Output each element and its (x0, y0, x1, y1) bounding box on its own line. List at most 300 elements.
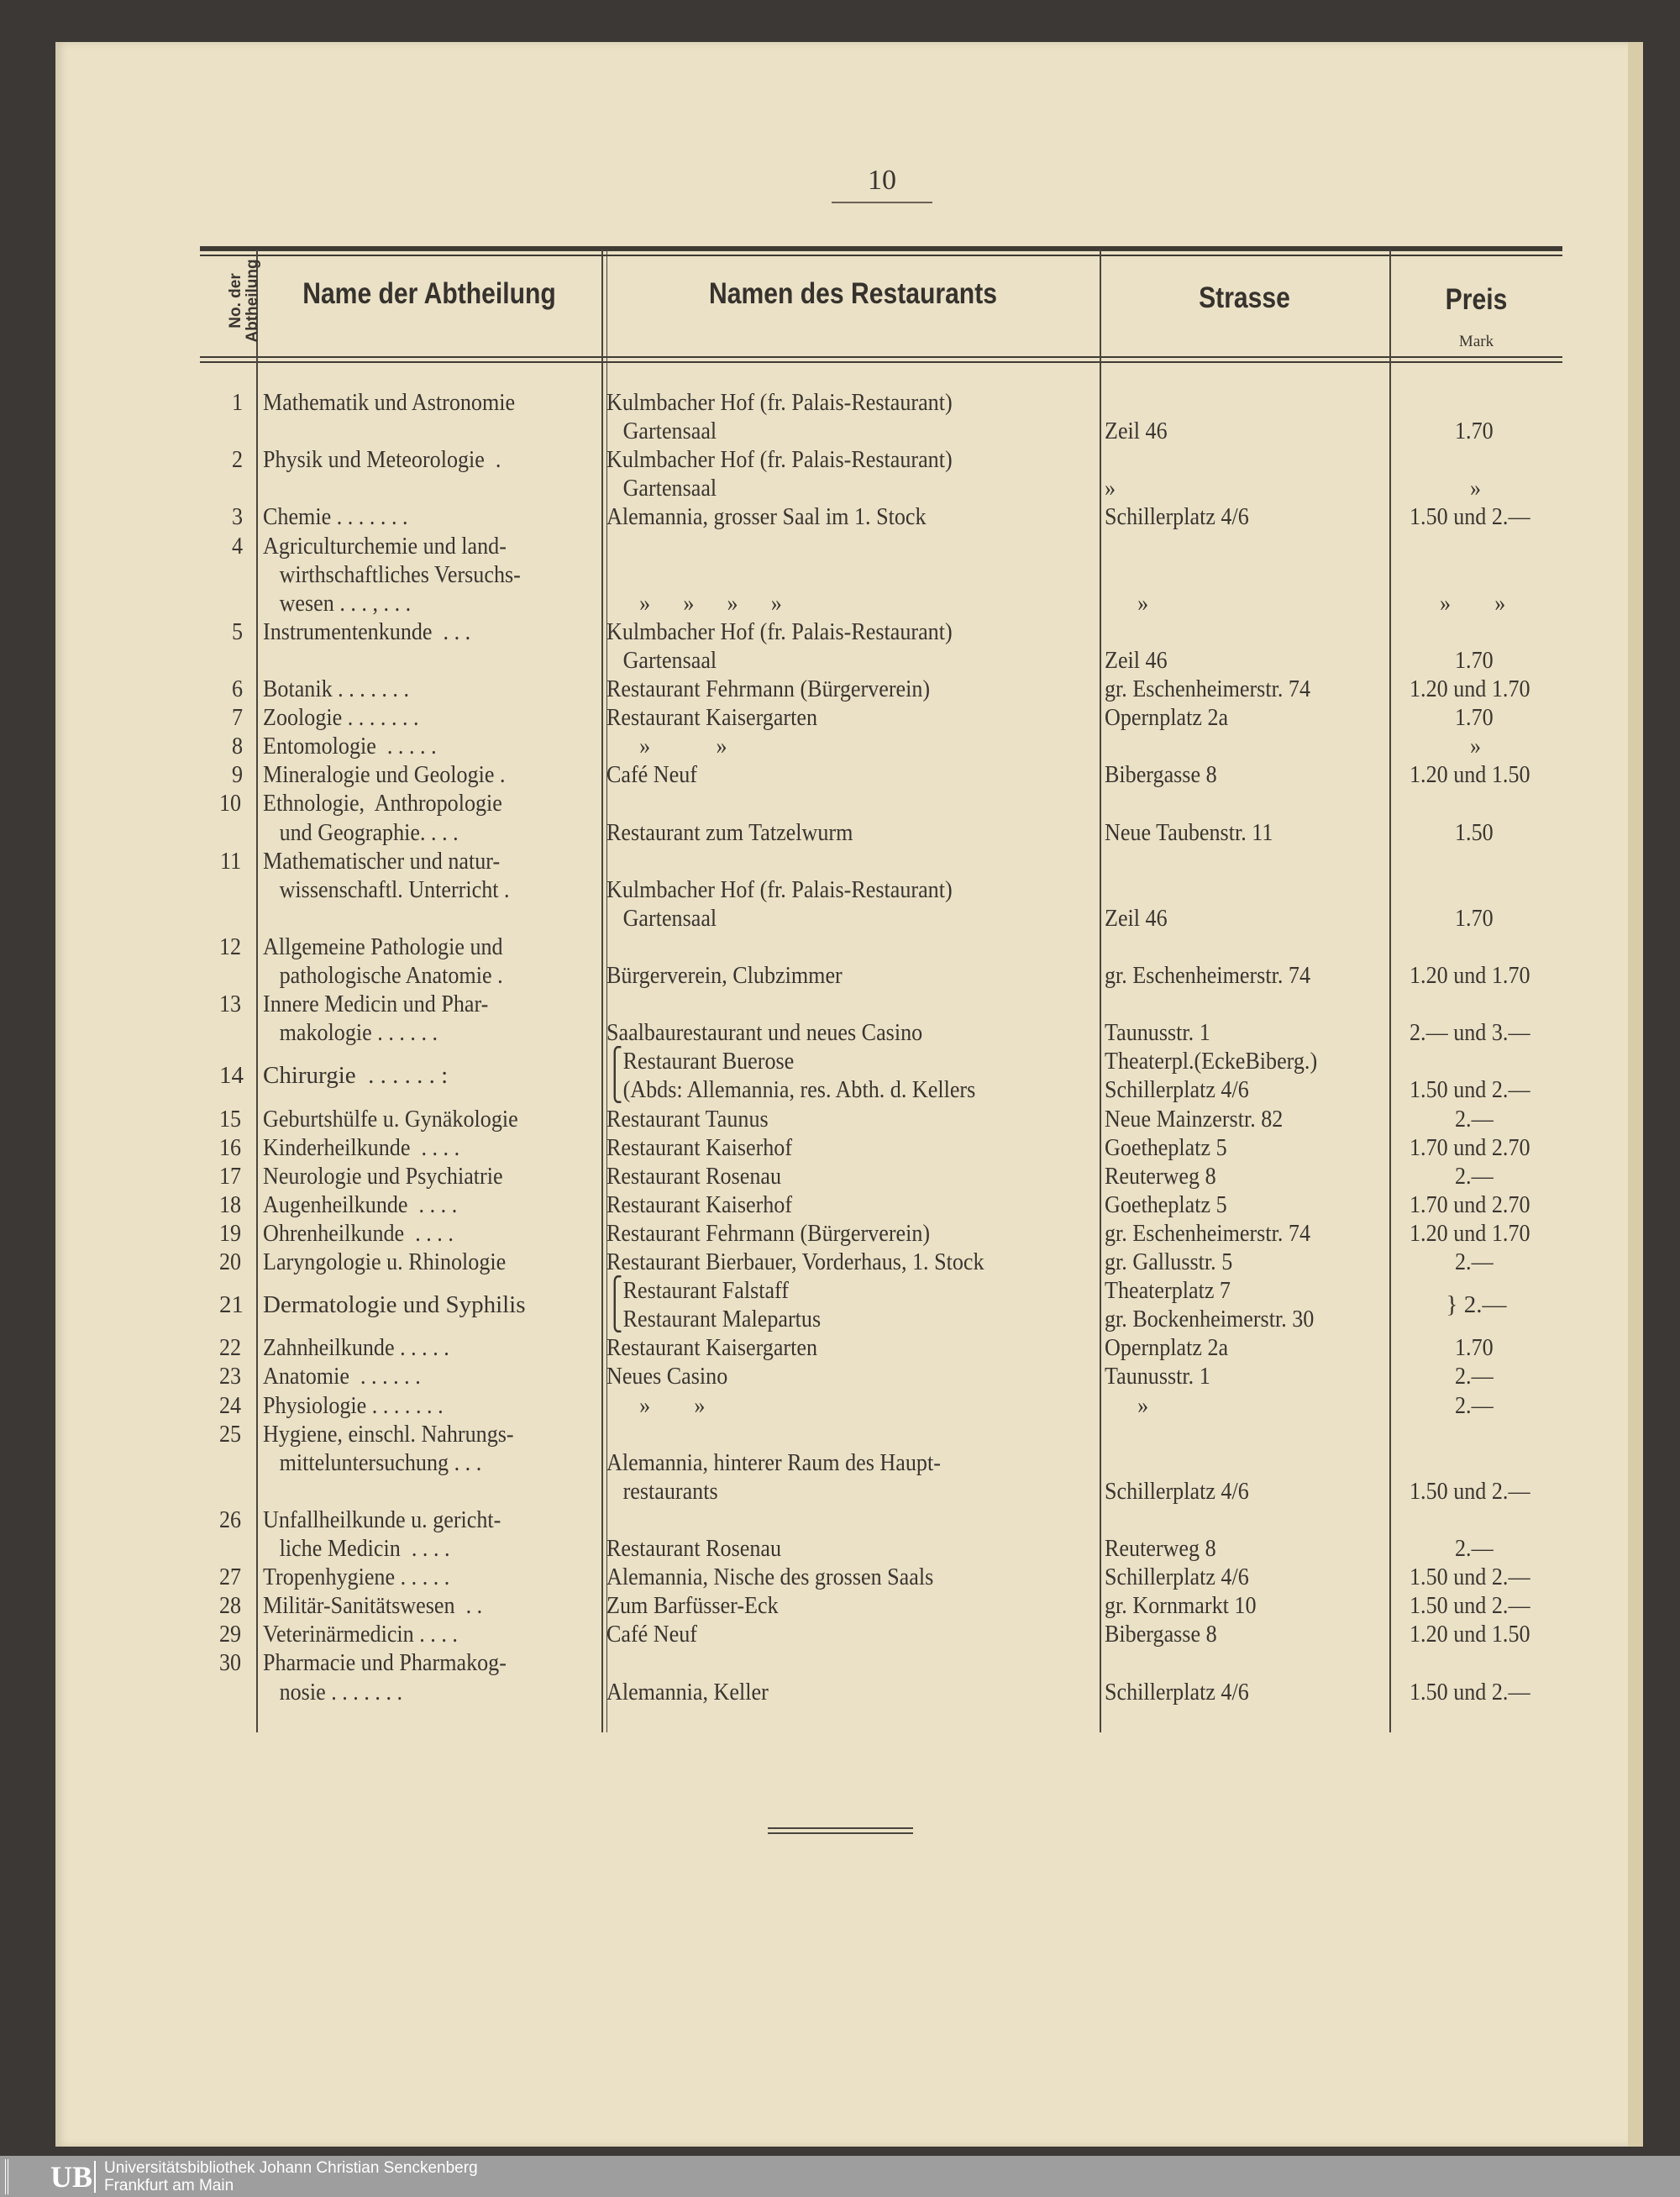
cell-dept (263, 1534, 599, 1563)
cell-text: gr. Bockenheimerstr. 30 (1105, 1306, 1315, 1333)
cell-street (1105, 732, 1390, 760)
header-restaurant: Namen des Restaurants (709, 277, 997, 310)
table-top-rule (200, 246, 1562, 251)
cell-text: 7 (231, 704, 243, 732)
cell-no (193, 618, 244, 646)
header-bottom-rule-2 (200, 361, 1562, 363)
cell-text: Kulmbacher Hof (fr. Palais-Restaurant) (606, 618, 953, 645)
cell-text: » (1105, 1391, 1149, 1419)
cell-street (1105, 1362, 1390, 1390)
cell-dept (263, 818, 599, 847)
cell-no (193, 904, 244, 933)
cell-text: 1.20 und 1.70 (1409, 675, 1530, 702)
table-top-rule-thin (200, 255, 1562, 256)
cell-rest (606, 388, 1098, 417)
header-no: No. der Abtheilung (227, 259, 261, 343)
cell-no (193, 1648, 244, 1677)
cell-no (193, 1420, 244, 1448)
cell-no (193, 703, 244, 732)
cell-text: ⎩Restaurant Malepartus (606, 1306, 822, 1333)
cell-text: 11 (220, 847, 242, 875)
cell-no (193, 847, 244, 875)
cell-dept (263, 1420, 599, 1448)
cell-price (1390, 589, 1562, 618)
page-number: 10 (868, 165, 896, 196)
cell-text: Schillerplatz 4/6 (1105, 1076, 1249, 1104)
table-line (0, 445, 1680, 474)
cell-text: Neue Mainzerstr. 82 (1105, 1105, 1284, 1133)
cell-street (1105, 646, 1390, 675)
cell-street (1105, 1534, 1390, 1563)
table-line (0, 933, 1680, 961)
library-name-line1: Universitätsbibliothek Johann Christian Senckenberg (104, 2159, 478, 2177)
cell-rest (606, 818, 1098, 847)
cell-dept (263, 1648, 599, 1677)
table-line (0, 1133, 1680, 1162)
cell-dept (263, 417, 599, 445)
cell-price: } 2.— (1446, 1291, 1507, 1319)
table-line (0, 904, 1680, 933)
cell-text: Mathematik und Astronomie (263, 389, 516, 416)
cell-no (193, 532, 244, 560)
cell-text: Restaurant Kaisergarten (606, 1334, 818, 1362)
table-line (0, 618, 1680, 646)
cell-text: 20 (219, 1248, 242, 1275)
cell-text: 1.50 und 2.— (1409, 1678, 1530, 1706)
cell-rest (606, 589, 1098, 618)
cell-rest (606, 1362, 1098, 1390)
cell-text: 1.50 und 2.— (1409, 1564, 1530, 1591)
cell-street (1105, 618, 1390, 646)
cell-dept (263, 1620, 599, 1648)
cell-street (1105, 474, 1390, 502)
cell-text: Restaurant Rosenau (606, 1535, 782, 1562)
cell-text: Café Neuf (606, 761, 697, 789)
cell-text: Opernplatz 2a (1105, 1334, 1229, 1362)
cell-text: liche Medicin . . . . (263, 1535, 450, 1562)
cell-text: pathologische Anatomie . (263, 962, 503, 989)
cell-street (1105, 961, 1390, 990)
cell-price (1390, 1333, 1562, 1362)
table-line (0, 1162, 1680, 1190)
closing-rule (768, 1832, 913, 1834)
cell-no (193, 1105, 244, 1133)
cell-text: » (1470, 733, 1482, 760)
cell-no (193, 1248, 244, 1276)
cell-price (1390, 618, 1562, 646)
cell-street (1105, 1105, 1390, 1133)
cell-text: Schillerplatz 4/6 (1105, 503, 1249, 531)
cell-text: Restaurant Kaiserhof (606, 1190, 793, 1218)
table-line (0, 818, 1680, 847)
cell-price (1390, 1248, 1562, 1276)
cell-text: 1 (231, 389, 243, 416)
cell-dept (263, 1105, 599, 1133)
cell-dept (263, 875, 599, 904)
cell-text: 6 (231, 675, 243, 702)
cell-text: 17 (219, 1162, 242, 1190)
cell-text: Kulmbacher Hof (fr. Palais-Restaurant) (606, 389, 953, 416)
cell-price (1390, 1678, 1562, 1706)
cell-text: 1.50 und 2.— (1409, 1592, 1530, 1620)
cell-rest (606, 789, 1098, 817)
table-line (0, 532, 1680, 560)
cell-rest (606, 1420, 1098, 1448)
cell-text: Hygiene, einschl. Nahrungs- (263, 1420, 514, 1448)
cell-price (1390, 732, 1562, 760)
cell-text: 1.20 und 1.70 (1409, 962, 1530, 989)
cell-text: Theaterpl.(EckeBiberg.) (1105, 1048, 1318, 1075)
cell-text: Reuterweg 8 (1105, 1535, 1216, 1562)
cell-street (1105, 388, 1390, 417)
cell-text: » » » » (606, 589, 782, 617)
cell-street (1105, 560, 1390, 589)
cell-price (1390, 1534, 1562, 1563)
cell-text: 25 (219, 1420, 242, 1448)
cell-text: 1.70 und 2.70 (1409, 1133, 1530, 1161)
cell-text: Opernplatz 2a (1105, 704, 1229, 732)
cell-dept (263, 1678, 599, 1706)
table-line (0, 961, 1680, 990)
cell-street (1105, 1133, 1390, 1162)
cell-text: 19 (219, 1219, 242, 1247)
table-line (0, 1190, 1680, 1219)
cell-street (1105, 1420, 1390, 1448)
cell-rest (606, 1018, 1098, 1047)
cell-text: 1.20 und 1.70 (1409, 1219, 1530, 1247)
cell-rest (606, 1506, 1098, 1534)
cell-text: 24 (219, 1391, 242, 1419)
cell-no (193, 474, 244, 502)
cell-rest (606, 560, 1098, 589)
cell-dept (263, 1133, 599, 1162)
page-number-rule (832, 202, 932, 203)
cell-text: 12 (219, 933, 242, 960)
cell-price (1390, 1133, 1562, 1162)
cell-no (193, 445, 244, 474)
cell-no (193, 1190, 244, 1219)
cell-text: Zeil 46 (1105, 646, 1168, 674)
cell-text: Physik und Meteorologie . (263, 446, 501, 474)
cell-text: wirthschaftliches Versuchs- (263, 560, 521, 588)
cell-text: 23 (219, 1363, 242, 1390)
cell-text: Gartensaal (606, 475, 717, 502)
cell-street (1105, 760, 1390, 789)
cell-no (193, 1333, 244, 1362)
table-line (0, 675, 1680, 703)
cell-text: Allgemeine Pathologie und (263, 933, 503, 960)
cell-price (1390, 1563, 1562, 1591)
cell-text: » » (606, 1391, 706, 1419)
cell-street (1105, 1648, 1390, 1677)
cell-text: Pharmacie und Pharmakog- (263, 1649, 507, 1677)
header-dept: Name der Abtheilung (302, 277, 556, 310)
cell-text: 1.70 und 2.70 (1409, 1190, 1530, 1218)
cell-street (1105, 1248, 1390, 1276)
cell-dept (263, 589, 599, 618)
cell-price (1390, 1362, 1562, 1390)
table-line (0, 417, 1680, 445)
cell-text: Restaurant zum Tatzelwurm (606, 818, 853, 846)
cell-dept (263, 1391, 599, 1420)
cell-text: mitteluntersuchung . . . (263, 1448, 482, 1476)
header-price: Preis (1445, 283, 1508, 316)
table-line (0, 1678, 1680, 1706)
table-line (0, 789, 1680, 817)
cell-text: Gartensaal (606, 418, 717, 445)
cell-street (1105, 502, 1390, 531)
cell-no (193, 990, 244, 1018)
cell-price (1390, 417, 1562, 445)
cell-text: » » (1440, 589, 1506, 617)
cell-price (1390, 1391, 1562, 1420)
cell-dept (263, 560, 599, 589)
cell-text: und Geographie. . . . (263, 818, 459, 846)
cell-rest (606, 760, 1098, 789)
cell-text: Goetheplatz 5 (1105, 1190, 1227, 1218)
table-line (0, 1362, 1680, 1390)
cell-text: Kulmbacher Hof (fr. Palais-Restaurant) (606, 875, 953, 903)
table-line (0, 1534, 1680, 1563)
table-line (0, 1219, 1680, 1248)
cell-text: 13 (219, 991, 242, 1018)
cell-text: Goetheplatz 5 (1105, 1133, 1227, 1161)
cell-dept: Dermatologie und Syphilis (263, 1291, 526, 1319)
table-line (0, 1448, 1680, 1477)
cell-street (1105, 1563, 1390, 1591)
cell-text: 2.— und 3.— (1409, 1019, 1530, 1047)
cell-rest (606, 1248, 1098, 1276)
cell-no (193, 1133, 244, 1162)
table-line (0, 1563, 1680, 1591)
cell-text: Physiologie . . . . . . . (263, 1391, 444, 1419)
cell-text: » (1470, 475, 1482, 502)
cell-text: Alemannia, grosser Saal im 1. Stock (606, 503, 927, 531)
cell-text: 1.50 und 2.— (1409, 1477, 1530, 1505)
cell-price (1390, 875, 1562, 904)
cell-rest (606, 1105, 1098, 1133)
cell-text: Entomologie . . . . . (263, 733, 437, 760)
cell-street (1105, 875, 1390, 904)
cell-price (1390, 560, 1562, 589)
cell-text: 1.50 (1455, 818, 1494, 846)
cell-text: 2.— (1455, 1363, 1494, 1390)
table-line (0, 388, 1680, 417)
cell-dept (263, 474, 599, 502)
cell-text: 1.20 und 1.50 (1409, 761, 1530, 789)
cell-text: 1.70 (1455, 1334, 1494, 1362)
cell-rest (606, 847, 1098, 875)
cell-text: gr. Eschenheimerstr. 74 (1105, 962, 1310, 989)
cell-text: 2.— (1455, 1535, 1494, 1562)
cell-dept (263, 445, 599, 474)
cell-text: Zoologie . . . . . . . (263, 704, 419, 732)
cell-text: 2.— (1455, 1391, 1494, 1419)
cell-text: 29 (219, 1621, 242, 1648)
cell-dept (263, 847, 599, 875)
cell-price (1390, 847, 1562, 875)
cell-street (1105, 1219, 1390, 1248)
cell-text: 16 (219, 1133, 242, 1161)
cell-rest (606, 1133, 1098, 1162)
cell-text: makologie . . . . . . (263, 1019, 438, 1047)
cell-price (1390, 646, 1562, 675)
cell-street (1105, 789, 1390, 817)
cell-text: Kinderheilkunde . . . . (263, 1133, 460, 1161)
cell-text: Schillerplatz 4/6 (1105, 1477, 1249, 1505)
cell-price (1390, 789, 1562, 817)
cell-dept (263, 1506, 599, 1534)
cell-street (1105, 445, 1390, 474)
cell-no: 21 (219, 1291, 244, 1319)
cell-street (1105, 675, 1390, 703)
cell-text: 1.70 (1455, 704, 1494, 732)
cell-street (1105, 1506, 1390, 1534)
cell-price (1390, 1018, 1562, 1047)
table-line (0, 990, 1680, 1018)
cell-price (1390, 1190, 1562, 1219)
cell-price (1390, 961, 1562, 990)
cell-street (1105, 1448, 1390, 1477)
cell-text: Laryngologie u. Rhinologie (263, 1248, 507, 1275)
table-line (0, 732, 1680, 760)
cell-dept (263, 1477, 599, 1506)
cell-no (193, 1448, 244, 1477)
cell-text: Restaurant Kaisergarten (606, 704, 818, 732)
cell-rest (606, 474, 1098, 502)
cell-text: 10 (219, 790, 242, 817)
cell-text: 3 (231, 503, 243, 531)
merged-line (0, 1061, 1680, 1090)
table-line (0, 1018, 1680, 1047)
cell-text: Restaurant Fehrmann (Bürgerverein) (606, 675, 931, 702)
cell-price (1390, 1219, 1562, 1248)
cell-text: Reuterweg 8 (1105, 1162, 1216, 1190)
cell-price (1390, 904, 1562, 933)
cell-price (1390, 1477, 1562, 1506)
cell-text: gr. Eschenheimerstr. 74 (1105, 1219, 1310, 1247)
cell-no (193, 417, 244, 445)
cell-text: Tropenhygiene . . . . . (263, 1564, 450, 1591)
cell-price (1390, 1506, 1562, 1534)
cell-text: ⎧Restaurant Falstaff (606, 1277, 789, 1305)
cell-no (193, 760, 244, 789)
cell-text: 22 (219, 1334, 242, 1362)
cell-no (193, 732, 244, 760)
cell-dept (263, 1162, 599, 1190)
cell-text: 1.20 und 1.50 (1409, 1621, 1530, 1648)
cell-price (1390, 1420, 1562, 1448)
cell-no (193, 1219, 244, 1248)
cell-text: Neurologie und Psychiatrie (263, 1162, 503, 1190)
cell-dept (263, 1448, 599, 1477)
header-price-unit: Mark (1458, 333, 1494, 350)
cell-no (193, 961, 244, 990)
cell-price (1390, 502, 1562, 531)
table-line (0, 1648, 1680, 1677)
cell-no: 14 (219, 1062, 244, 1090)
cell-no (193, 1591, 244, 1620)
cell-no (193, 1018, 244, 1047)
cell-no (193, 1162, 244, 1190)
cell-text: 18 (219, 1190, 242, 1218)
cell-text: Botanik . . . . . . . (263, 675, 410, 702)
cell-text: 1.50 und 2.— (1409, 503, 1530, 531)
cell-dept (263, 388, 599, 417)
cell-dept (263, 789, 599, 817)
cell-text: Mineralogie und Geologie . (263, 761, 506, 789)
cell-text: ⎧Restaurant Buerose (606, 1048, 795, 1075)
cell-text: Augenheilkunde . . . . (263, 1190, 458, 1218)
library-footer (0, 2156, 1680, 2197)
cell-street (1105, 990, 1390, 1018)
cell-text: nosie . . . . . . . (263, 1678, 403, 1706)
cell-dept (263, 703, 599, 732)
cell-dept (263, 1563, 599, 1591)
cell-no (193, 1506, 244, 1534)
cell-text: 2.— (1455, 1105, 1494, 1133)
table-line (0, 1591, 1680, 1620)
cell-street (1105, 847, 1390, 875)
cell-text: wesen . . . , . . . (263, 589, 412, 617)
cell-text: Zeil 46 (1105, 904, 1168, 932)
cell-rest (606, 1534, 1098, 1563)
cell-dept (263, 1591, 599, 1620)
cell-rest (606, 990, 1098, 1018)
cell-text: restaurants (606, 1477, 718, 1505)
cell-rest (606, 1333, 1098, 1362)
cell-dept (263, 618, 599, 646)
cell-rest (606, 1448, 1098, 1477)
cell-price (1390, 675, 1562, 703)
cell-no (193, 1362, 244, 1390)
cell-text: Bibergasse 8 (1105, 1621, 1217, 1648)
cell-text: Anatomie . . . . . . (263, 1363, 421, 1390)
cell-text: Restaurant Rosenau (606, 1162, 782, 1190)
cell-text: Innere Medicin und Phar- (263, 991, 489, 1018)
cell-text: Chemie . . . . . . . (263, 503, 408, 531)
cell-no (193, 589, 244, 618)
cell-price (1390, 388, 1562, 417)
cell-no (193, 1534, 244, 1563)
cell-street (1105, 933, 1390, 961)
cell-rest (606, 675, 1098, 703)
table-line (0, 1105, 1680, 1133)
cell-text: 8 (231, 733, 243, 760)
cell-street (1105, 589, 1390, 618)
cell-rest (606, 933, 1098, 961)
cell-street (1105, 1162, 1390, 1190)
cell-text: Café Neuf (606, 1621, 697, 1648)
cell-text: Neues Casino (606, 1363, 728, 1390)
cell-rest (606, 1591, 1098, 1620)
table-line (0, 1620, 1680, 1648)
cell-dept (263, 990, 599, 1018)
table-line (0, 1248, 1680, 1276)
cell-street (1105, 1391, 1390, 1420)
cell-no (193, 646, 244, 675)
header-bottom-rule (200, 356, 1562, 358)
cell-price (1390, 1648, 1562, 1677)
cell-text: Schillerplatz 4/6 (1105, 1678, 1249, 1706)
cell-street (1105, 1678, 1390, 1706)
cell-text: Veterinärmedicin . . . . (263, 1621, 458, 1648)
table-line (0, 703, 1680, 732)
cell-rest (606, 1620, 1098, 1648)
table-line (0, 589, 1680, 618)
cell-dept (263, 1018, 599, 1047)
table-line (0, 1391, 1680, 1420)
